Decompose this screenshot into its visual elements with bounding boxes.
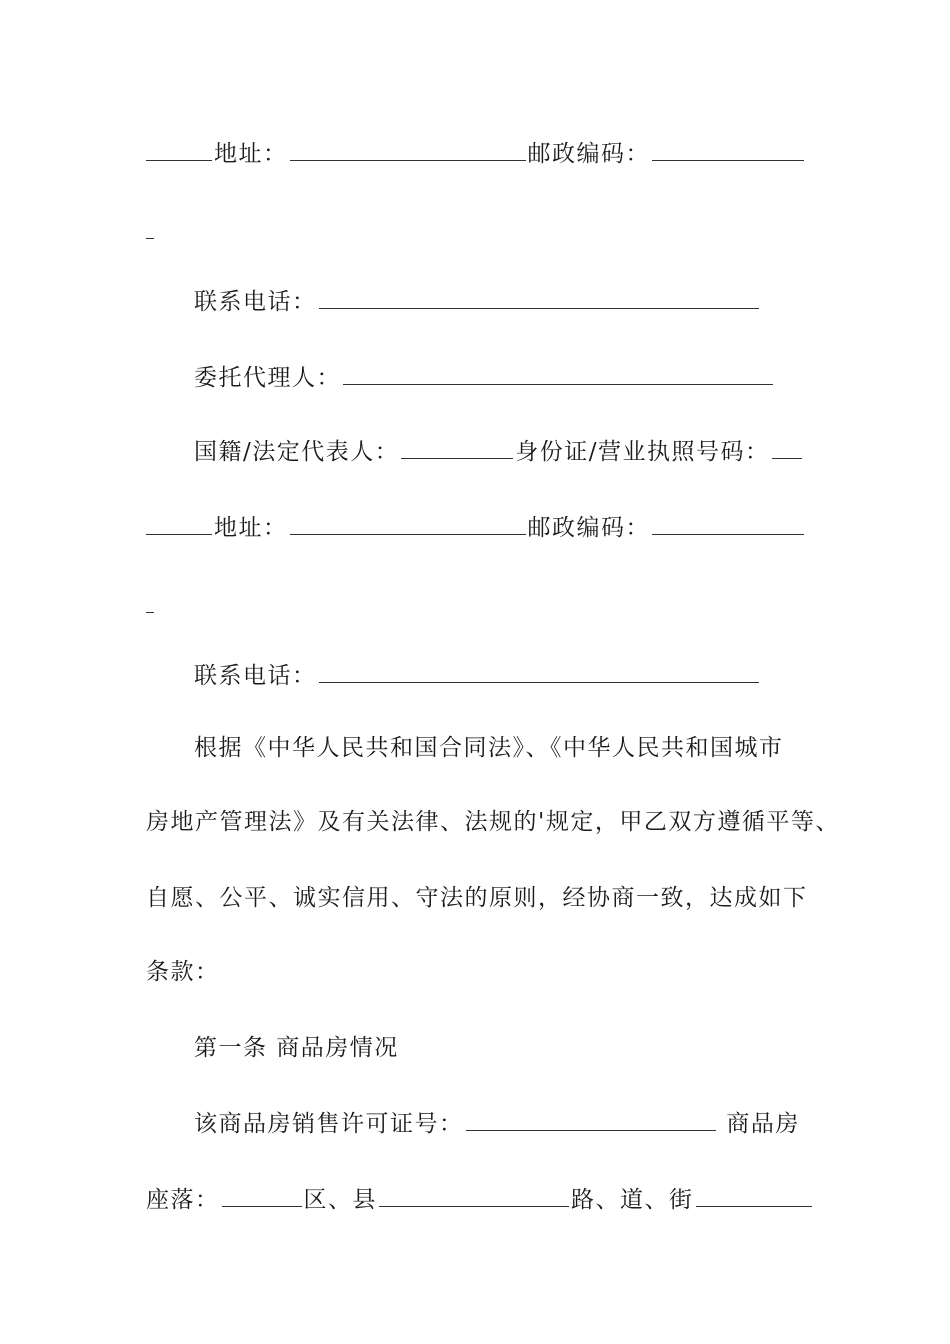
postcode-overflow-blank-2[interactable] <box>146 584 154 613</box>
address-postcode-line-2 <box>146 506 816 546</box>
road-blank[interactable] <box>696 1178 812 1207</box>
phone-label-2: 联系电话： <box>194 663 317 689</box>
id-continuation-blank[interactable] <box>146 506 212 535</box>
phone-line-2 <box>194 654 864 694</box>
postcode-label: 邮政编码： <box>527 141 650 167</box>
paragraph-line-1: 根据《中华人民共和国合同法》、《中华人民共和国城市 <box>194 735 784 761</box>
paragraph-line-3: 自愿、公平、诚实信用、守法的原则，经协商一致，达成如下 <box>146 885 808 911</box>
address-postcode-line <box>146 132 816 172</box>
article-1-title: 第一条 商品房情况 <box>194 1035 399 1061</box>
id-blank[interactable] <box>772 430 802 459</box>
nationality-id-line <box>194 430 864 470</box>
location-line <box>146 1178 816 1218</box>
postcode-blank[interactable] <box>652 132 804 161</box>
phone-blank[interactable] <box>319 280 759 309</box>
address-blank-2[interactable] <box>290 506 526 535</box>
district-label: 区、县 <box>303 1187 377 1213</box>
permit-line <box>194 1102 864 1142</box>
phone-blank-2[interactable] <box>319 654 759 683</box>
permit-tail: 商品房 <box>726 1111 800 1137</box>
location-blank[interactable] <box>222 1178 302 1207</box>
postcode-blank-2[interactable] <box>652 506 804 535</box>
paragraph-line-2: 房地产管理法》及有关法律、法规的'规定，甲乙双方遵循平等、 <box>146 809 840 835</box>
agent-line <box>194 356 864 396</box>
road-label: 路、道、街 <box>571 1187 694 1213</box>
nationality-label: 国籍/法定代表人： <box>194 439 400 465</box>
phone-line <box>194 280 864 320</box>
permit-label: 该商品房销售许可证号： <box>194 1111 464 1137</box>
paragraph-line-4: 条款： <box>146 959 220 985</box>
location-label: 座落： <box>146 1187 220 1213</box>
id-label: 身份证/营业执照号码： <box>515 439 770 465</box>
address-prefix-blank[interactable] <box>146 132 212 161</box>
address-blank[interactable] <box>290 132 526 161</box>
phone-label: 联系电话： <box>194 289 317 315</box>
address-label: 地址： <box>214 141 288 167</box>
nationality-blank[interactable] <box>401 430 513 459</box>
agent-label: 委托代理人： <box>194 365 341 391</box>
postcode-label-2: 邮政编码： <box>527 515 650 541</box>
district-blank[interactable] <box>379 1178 569 1207</box>
postcode-overflow-line <box>146 210 816 250</box>
postcode-overflow-line-2 <box>146 584 816 624</box>
permit-blank[interactable] <box>466 1102 716 1131</box>
address-label-2: 地址： <box>214 515 288 541</box>
postcode-overflow-blank[interactable] <box>146 210 154 239</box>
agent-blank[interactable] <box>343 356 773 385</box>
